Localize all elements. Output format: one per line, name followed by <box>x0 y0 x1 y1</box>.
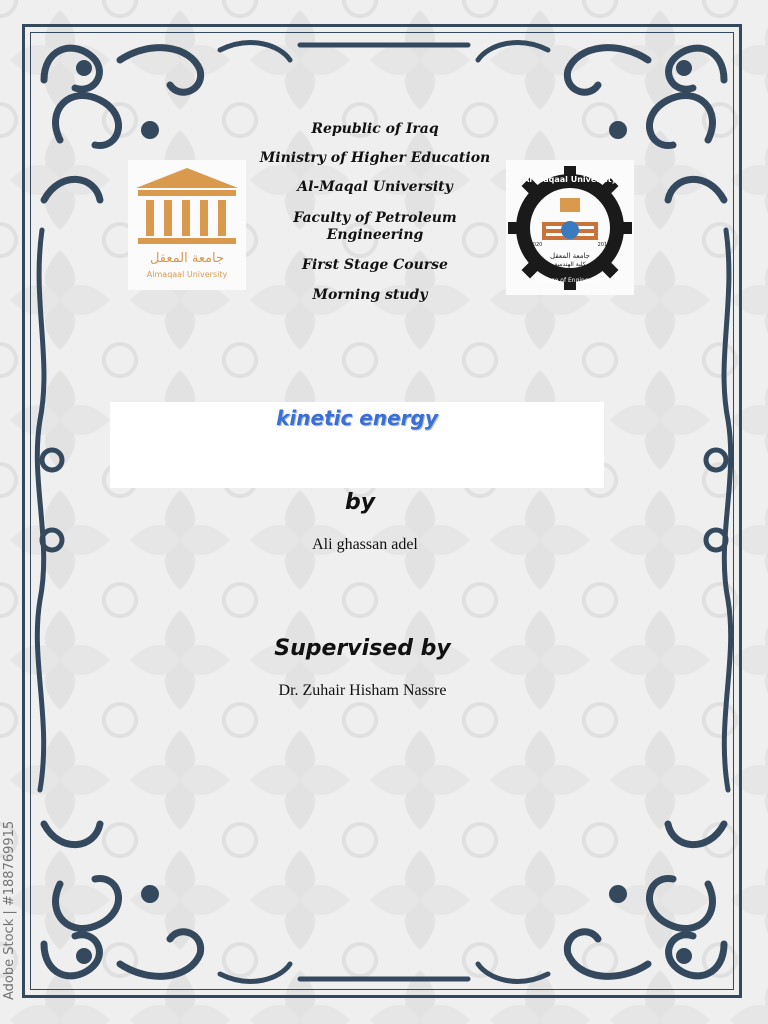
header-faculty: Faculty of Petroleum Engineering <box>293 210 457 243</box>
title-box <box>110 402 604 488</box>
logo-right-top-text: Al maqaal University <box>523 175 617 184</box>
header-country: Republic of Iraq <box>311 121 439 137</box>
by-label: by <box>344 490 376 515</box>
logo-left-arabic: جامعة المعقل <box>149 251 225 266</box>
logo-right-bottom-text: College of Engineering <box>536 277 604 284</box>
author-name: Ali ghassan adel <box>312 536 418 553</box>
logo-right-year-right: 2016 <box>597 242 611 248</box>
college-logo-right <box>506 160 634 295</box>
report-title: kinetic energy <box>276 406 438 430</box>
logo-right-arabic-bottom: كلية الهندسة <box>554 261 586 268</box>
gear-logo-icon <box>506 160 634 295</box>
logo-left-english: Almaqaal University <box>146 270 228 279</box>
temple-logo-icon <box>128 160 246 290</box>
university-logo-left <box>128 160 246 290</box>
header-study-mode: Morning study <box>312 287 428 303</box>
header-ministry: Ministry of Higher Education <box>259 150 491 166</box>
stock-watermark: Adobe Stock | #188769915 <box>2 820 17 1000</box>
logo-right-year-left: 2020 <box>529 242 543 248</box>
header-stage: First Stage Course <box>302 257 448 273</box>
supervised-by-label: Supervised by <box>274 636 451 661</box>
logo-right-arabic-top: جامعة المعقل <box>550 252 590 260</box>
header-university: Al-Maqal University <box>297 179 453 195</box>
supervisor-name: Dr. Zuhair Hisham Nassre <box>278 682 447 699</box>
